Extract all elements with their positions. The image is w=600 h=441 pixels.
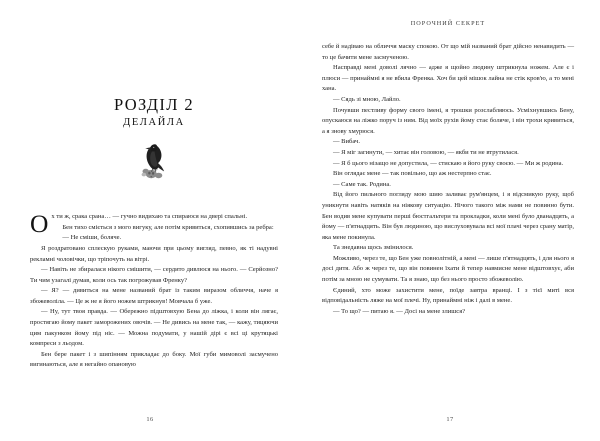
left-page-body	[30, 209, 278, 371]
paragraph: Єдиний, хто може захистити мене, поїде завтра вранці. І з тієї миті вся відповідальність ляже на мої плечі. Ну, принаймні ніж і далі в мене.	[322, 286, 574, 305]
paragraph: Насправді мені доволі лячно — адже я щойно людину штрикнула ножем. Але є і плюси — принаймні я не вбила Френка. Хоч би цей мішок лайна не стік кров'ю, а то мені хана.	[322, 64, 574, 93]
paragraph: Можливо, через те, що Бен уже повнолітній, а мені — лише п'ятнадцять, і для нього я досі дитя. Або ж через те, що він повинен їхати й тепер навмисне мене відштовхує, аби потім за мною не сумувати. Та я знаю, що без нього просто збожеволію.	[322, 254, 574, 284]
paragraph: — Я міг загинути, — хитає він головою, — якби ти не втрутилася.	[333, 148, 519, 156]
page-number-right: 17	[446, 416, 454, 423]
chapter-opener	[30, 96, 278, 181]
paragraph: Я роздратовано сплескую руками, маючи при цьому вигляд, певно, як ті надувні рекламні чоловічки, що тріпочуть на вітрі.	[30, 244, 278, 263]
paragraph: — Саме так. Родина.	[333, 180, 391, 188]
right-page	[300, 0, 600, 441]
left-page-header-spacer	[30, 18, 278, 42]
paragraph: Він оглядає мене — так повільно, що аж нестерпно стає.	[333, 170, 492, 178]
paragraph-text: х ти ж, срака срана… — гучно видихаю та спираюся на двері спальні.	[51, 213, 248, 221]
paragraph: Та знедавна щось змінилося.	[333, 244, 414, 252]
paragraph: — Ну, тут твоя правда. — Обережно підштовхую Бена до ліжка, і коли він лягає, простягаю йому пакет заморожених овочів. — Не дивись на мене так, — кажу, тицяючи цим пакунком йому під ніс. — Можна подумати, у нашій дірі є всі ці крутяцькі компреси з льодом.	[30, 308, 278, 348]
paragraph: Бен тихо сміється з мого вигуку, але потім кривиться, схопившись за ребра:	[62, 223, 274, 231]
paragraph: — Вибач.	[333, 138, 360, 146]
drop-cap: О	[30, 209, 49, 239]
paragraph: — То що? — питаю я. — Досі на мене злишся?	[333, 307, 466, 315]
running-header: ПОРОЧНИЙ СЕКРЕТ	[410, 20, 486, 27]
paragraph: — Сядь зі мною, Лайло.	[333, 95, 401, 103]
right-page-body	[322, 42, 574, 317]
paragraph: Від його пильного погляду мою шию заливає рум'янцем, і я відсмикую руку, щоб уникнути навіть натяків на ніякову ситуацію. Нічого такого між нами не повинно бути. Бен водив мене купувати перші бюстгальтери та прокладки, коли мені було дванадцять, а йому — п'ятнадцять. Він був людиною, що вислуховувала всі мої плачі через срану матір, яка мене покинула.	[322, 191, 574, 241]
paragraph: Почувши пестливу форму свого імені, я трошки розслабляюсь. Усміхнувшись Бену, опускаюся на ліжко поруч із ним. Від моїх рухів йому стає боляче, і він трохи кривиться, а я знову хмурюся.	[322, 106, 574, 135]
paragraph: — Навіть не збиралася нікого смішити, — сердито дивлюся на нього. — Серйозно? Ти чим узагалі думав, коли ось так погрожував Френку?	[30, 266, 278, 284]
paragraph: Бен бере пакет і з шипінням прикладає до боку. Мої губи мимоволі засмучено вигинаються, але я негайно опановую	[30, 350, 278, 369]
chapter-number: РОЗДІЛ 2	[113, 95, 195, 114]
paragraph: — Я? — дивиться на мене названий брат із таким виразом обличчя, наче я збожеволіла. — Це ж не я його ножем штрикнув! Мовчала б уже.	[30, 287, 278, 305]
paragraph: — Я б цього нізащо не допустила, — стискаю я його руку своєю. — Ми ж родина.	[333, 159, 564, 167]
page-number-left: 16	[146, 416, 154, 423]
raven-on-skull-icon	[131, 135, 177, 181]
paragraph: — Не сміши, боляче.	[62, 234, 122, 242]
paragraph: себе й надіваю на обличчя маску спокою. От що мій названий брат дійсно ненавидить — то це бачити мене засмученою.	[322, 43, 574, 61]
chapter-title: ДЕЛАЙЛА	[123, 117, 185, 129]
